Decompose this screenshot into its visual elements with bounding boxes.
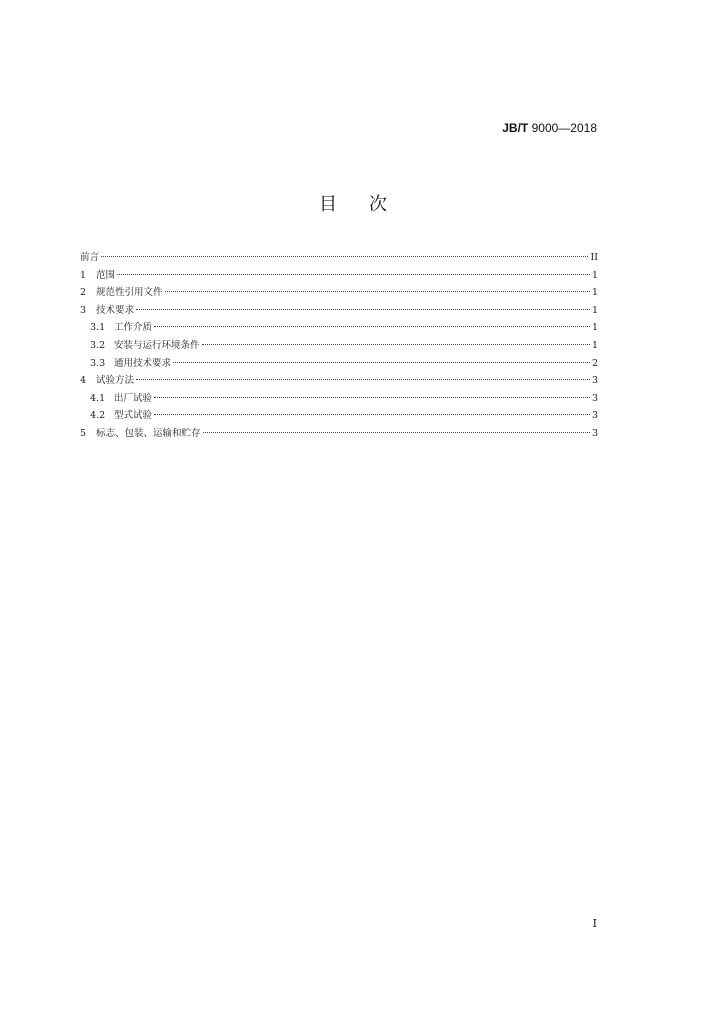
toc-entry-page: 2 — [591, 357, 598, 369]
toc-entry-3[interactable] — [80, 302, 598, 320]
toc-entry-3-3[interactable] — [80, 355, 598, 373]
toc-entry-title: 型式试验 — [114, 410, 153, 422]
toc-leader-dots — [117, 273, 590, 275]
toc-entry-page: 1 — [591, 304, 598, 316]
toc-entry-title: 安装与运行环境条件 — [114, 339, 200, 351]
toc-entry-4-1[interactable] — [80, 390, 598, 408]
toc-leader-dots — [154, 325, 590, 327]
toc-entry-5[interactable] — [80, 425, 598, 443]
toc-leader-dots — [136, 308, 590, 310]
table-of-contents — [80, 249, 598, 443]
toc-entry-number: 3 — [80, 304, 87, 316]
toc-entry-number: 3.3 — [90, 357, 106, 369]
toc-leader-dots — [203, 431, 590, 433]
toc-entry-number: 4 — [80, 375, 87, 387]
standard-prefix: JB/T — [502, 121, 529, 135]
toc-entry-page: 3 — [591, 392, 598, 404]
standard-suffix: 9000—2018 — [528, 121, 597, 135]
toc-entry-foreword[interactable] — [80, 249, 598, 267]
toc-entry-number: 2 — [80, 287, 87, 299]
toc-entry-title: 范围 — [96, 269, 116, 281]
toc-leader-dots — [165, 290, 590, 292]
toc-entry-title: 技术要求 — [96, 304, 135, 316]
toc-entry-page: 1 — [591, 322, 598, 334]
toc-entry-number: 4.2 — [90, 410, 106, 422]
toc-entry-page: II — [590, 252, 598, 263]
toc-entry-page: 3 — [591, 375, 598, 387]
toc-entry-title: 前言 — [80, 252, 100, 263]
toc-entry-4[interactable] — [80, 372, 598, 390]
toc-leader-dots — [154, 396, 590, 398]
toc-leader-dots — [173, 361, 590, 363]
toc-entry-title: 工作介质 — [114, 322, 153, 334]
toc-entry-1[interactable] — [80, 267, 598, 285]
toc-entry-number: 1 — [80, 269, 87, 281]
toc-leader-dots — [202, 343, 590, 345]
toc-entry-3-2[interactable] — [80, 337, 598, 355]
toc-leader-dots — [136, 378, 590, 380]
toc-heading: 目次 — [319, 194, 419, 215]
toc-leader-dots — [154, 413, 590, 415]
toc-entry-3-1[interactable] — [80, 319, 598, 337]
toc-entry-number: 3.2 — [90, 339, 106, 351]
toc-entry-title: 出厂试验 — [114, 392, 153, 404]
toc-entry-4-2[interactable] — [80, 407, 598, 425]
toc-entry-title: 标志、包装、运输和贮存 — [96, 427, 201, 439]
toc-leader-dots — [101, 255, 588, 257]
toc-entry-page: 3 — [591, 410, 598, 422]
toc-entry-number: 4.1 — [90, 392, 106, 404]
page-number: I — [592, 917, 597, 930]
toc-entry-page: 1 — [591, 287, 598, 299]
toc-entry-number: 3.1 — [90, 322, 106, 334]
toc-entry-page: 1 — [591, 339, 598, 351]
toc-entry-title: 通用技术要求 — [114, 357, 172, 369]
toc-entry-number: 5 — [80, 427, 87, 439]
toc-entry-title: 试验方法 — [96, 375, 135, 387]
standard-number — [502, 121, 597, 135]
toc-entry-page: 3 — [591, 427, 598, 439]
toc-entry-2[interactable] — [80, 284, 598, 302]
toc-entry-title: 规范性引用文件 — [96, 287, 163, 299]
toc-entry-page: 1 — [591, 269, 598, 281]
